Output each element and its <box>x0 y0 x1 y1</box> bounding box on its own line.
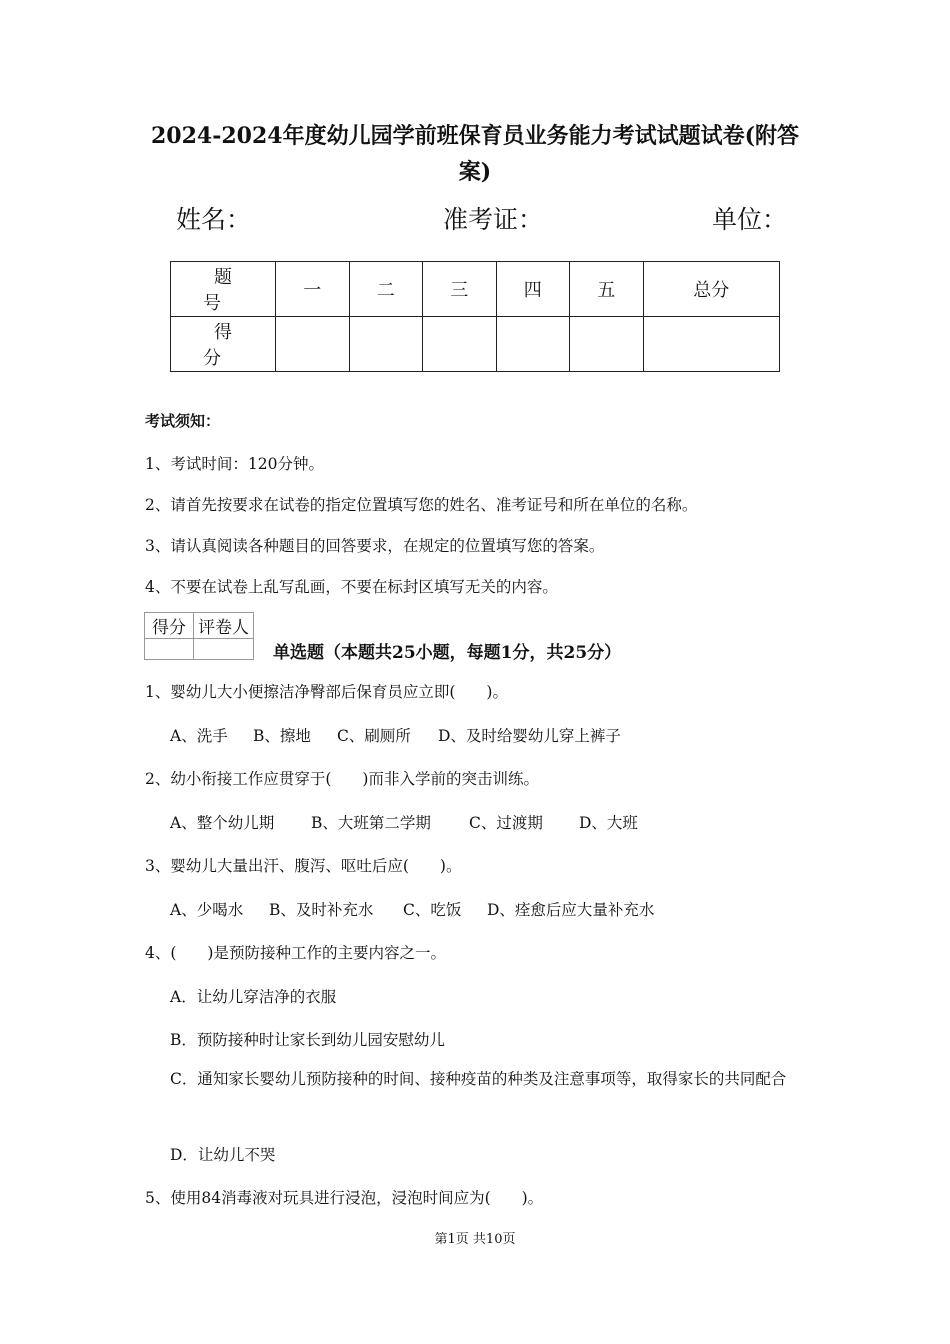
score-table <box>170 261 780 372</box>
question-text: 2、幼小衔接工作应贯穿于( )而非入学前的突击训练。 <box>145 770 539 788</box>
grader-score-cell <box>145 639 194 660</box>
question-text: 4、( )是预防接种工作的主要内容之一。 <box>145 944 446 962</box>
question-options <box>170 811 638 833</box>
notice-item: 4、不要在试卷上乱写乱画，不要在标封区填写无关的内容。 <box>145 578 558 596</box>
option: D、大班 <box>579 814 638 832</box>
option: A．让幼儿穿洁净的衣服 <box>170 988 337 1006</box>
option: D、及时给婴幼儿穿上裤子 <box>438 727 621 745</box>
document-title: 2024-2024年度幼儿园学前班保育员业务能力考试试题试卷(附答案) <box>150 123 799 185</box>
notice-item: 3、请认真阅读各种题目的回答要求，在规定的位置填写您的答案。 <box>145 537 605 555</box>
option: B、擦地 <box>253 727 311 745</box>
option: B、大班第二学期 <box>311 814 431 832</box>
score-header-3: 三 <box>423 262 497 317</box>
question-text: 1、婴幼儿大小便擦洁净臀部后保育员应立即( )。 <box>145 683 508 701</box>
question-options <box>170 724 621 746</box>
grader-box <box>144 612 254 660</box>
notice-item: 2、请首先按要求在试卷的指定位置填写您的姓名、准考证号和所在单位的名称。 <box>145 496 698 514</box>
notice-title: 考试须知： <box>145 412 221 430</box>
option: D．让幼儿不哭 <box>170 1146 276 1164</box>
name-label: 姓名： <box>176 205 252 234</box>
grader-name-label: 评卷人 <box>194 613 254 639</box>
option: A、少喝水 <box>170 901 244 919</box>
question-text: 3、婴幼儿大量出汗、腹泻、呕吐后应( )。 <box>145 857 462 875</box>
option: B．预防接种时让家长到幼儿园安慰幼儿 <box>170 1031 445 1049</box>
page-footer: 第1页 共10页 <box>434 1232 516 1247</box>
score-header-label: 题 号 <box>171 262 276 317</box>
score-header-4: 四 <box>496 262 570 317</box>
option: C．通知家长婴幼儿预防接种的时间、接种疫苗的种类及注意事项等，取得家长的共同配合 <box>170 1070 787 1088</box>
score-row-label: 得 分 <box>171 317 276 372</box>
score-cell-2 <box>349 317 423 372</box>
option: C、刷厕所 <box>337 727 411 745</box>
option: B、及时补充水 <box>269 901 374 919</box>
notice-item: 1、考试时间：120分钟。 <box>145 455 324 473</box>
score-header-5: 五 <box>570 262 644 317</box>
option: D、痊愈后应大量补充水 <box>487 901 655 919</box>
score-cell-3 <box>423 317 497 372</box>
unit-label: 单位： <box>712 205 788 234</box>
score-cell-4 <box>496 317 570 372</box>
option: C、过渡期 <box>469 814 543 832</box>
question-options <box>170 898 654 920</box>
option: A、整个幼儿期 <box>170 814 275 832</box>
score-header-2: 二 <box>349 262 423 317</box>
section-title: 单选题（本题共25小题，每题1分，共25分） <box>273 643 622 663</box>
exam-number-label: 准考证： <box>443 205 544 234</box>
score-header-total: 总分 <box>643 262 780 317</box>
option: A、洗手 <box>170 727 228 745</box>
score-cell-5 <box>570 317 644 372</box>
question-text: 5、使用84消毒液对玩具进行浸泡，浸泡时间应为( )。 <box>145 1189 544 1207</box>
grader-score-label: 得分 <box>145 613 194 639</box>
score-header-1: 一 <box>276 262 350 317</box>
score-cell-total <box>643 317 780 372</box>
option: C、吃饭 <box>403 901 462 919</box>
grader-name-cell <box>194 639 254 660</box>
